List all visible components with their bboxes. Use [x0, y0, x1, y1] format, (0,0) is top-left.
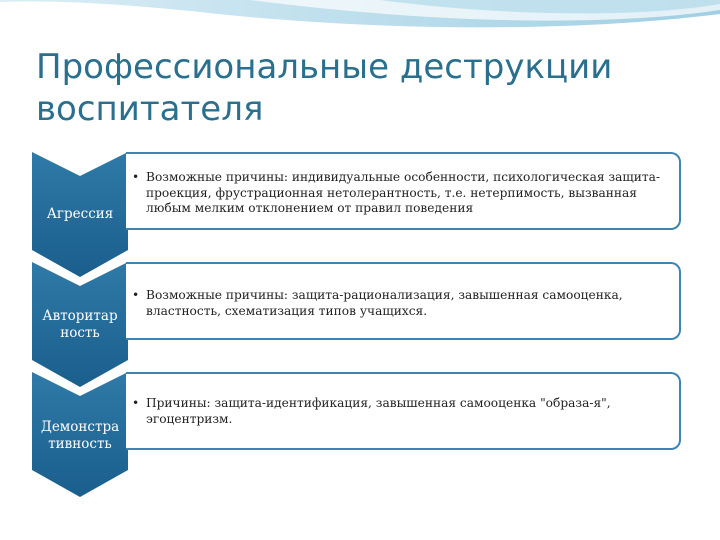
card-demonstrativeness	[126, 372, 681, 450]
bullet-authoritarianism: • Возможные причины: защита-рационализация, завышенная самооценка, властность, схематизация типов учащихся.	[146, 288, 669, 319]
title-line-1: Профессиональные деструкции	[36, 47, 613, 87]
card-aggression	[126, 152, 681, 230]
title-line-2: воспитателя	[36, 89, 264, 129]
chevron-label-authoritarianism: Авторитар ность	[42, 308, 118, 341]
bullet-aggression: • Возможные причины: индивидуальные особенности, психологическая защита-проекция, фрустрационная нетолерантность, т.е. нетерпимость, вызванная любым мелким отклонением от правил поведения	[146, 170, 669, 217]
bullet-demonstrativeness: • Причины: защита-идентификация, завышенная самооценка "образа-я", эгоцентризм.	[146, 396, 669, 427]
chevron-label-aggression: Агрессия	[46, 206, 114, 222]
slide-title	[36, 46, 686, 130]
chevron-label-demonstrativeness: Демонстра тивность	[40, 419, 120, 452]
card-authoritarianism	[126, 262, 681, 340]
